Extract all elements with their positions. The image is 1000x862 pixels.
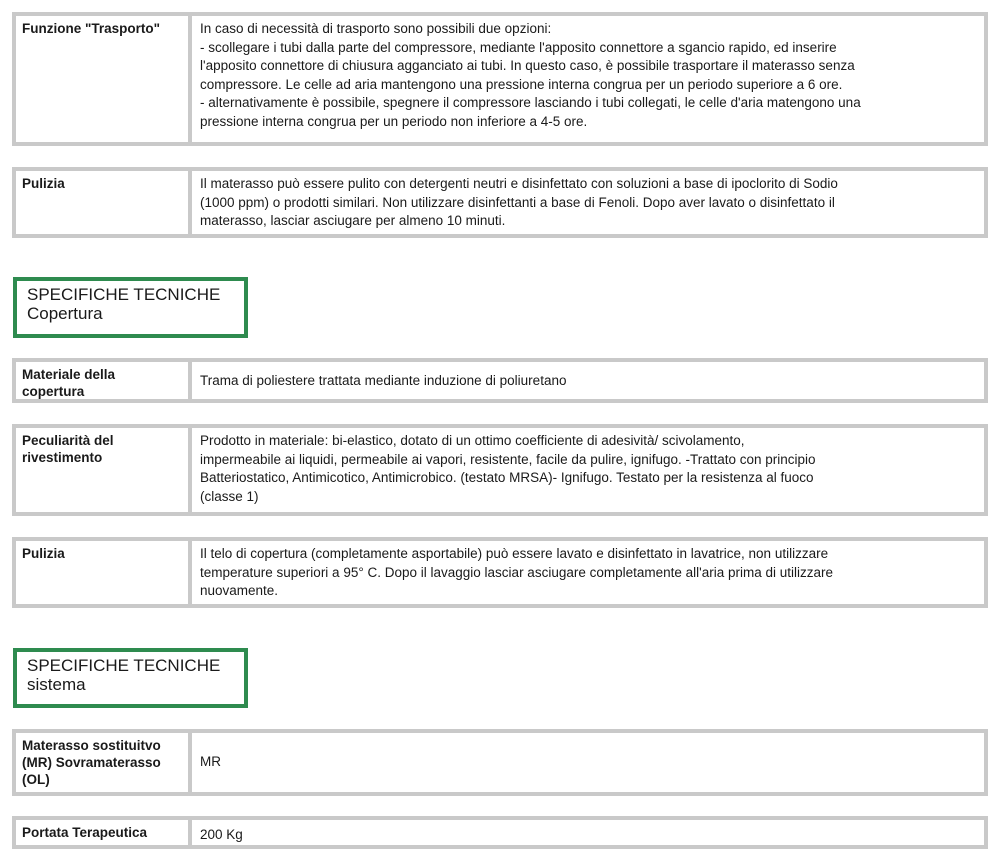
section-header-title: SPECIFICHE TECNICHE [27, 285, 221, 304]
pulizia-label: Pulizia [16, 171, 192, 234]
portata-value [192, 820, 984, 845]
trasporto-label: Funzione "Trasporto" [16, 16, 192, 142]
materasso-label [16, 733, 192, 792]
peculiarita-value [192, 428, 984, 512]
pulizia-label: Pulizia [16, 541, 192, 604]
text-line: 200 Kg [200, 827, 243, 842]
text-line: l'apposito connettore di chiusura agganciato ai tubi. In questo caso, è possibile trasportare il materasso senza [200, 58, 855, 73]
text-line: compressore. Le celle ad aria mantengono una pressione interna congrua per un periodo superiore a 6 ore. [200, 76, 843, 92]
text-line: impermeabile ai liquidi, permeabile ai vapori, resistente, facile da pulire, ignifugo. -Trattato con principio [200, 451, 816, 467]
pulizia-value [192, 171, 984, 234]
pulizia-copertura-row [12, 537, 988, 608]
text-line: materasso, lasciar asciugare per almeno 10 minuti. [200, 213, 506, 228]
label-line: (OL) [22, 772, 50, 787]
text-line: (classe 1) [200, 488, 259, 504]
text-line: temperature superiori a 95° C. Dopo il lavaggio lasciar asciugare completamente all'aria prima di utilizzare [200, 564, 834, 580]
section-header-subtitle: sistema [27, 675, 86, 694]
text-line: Il telo di copertura (completamente asportabile) può essere lavato e disinfettato in lavatrice, non utilizzare [200, 546, 829, 561]
section-header-title: SPECIFICHE TECNICHE [27, 656, 221, 675]
trasporto-row [12, 12, 988, 146]
peculiarita-label [16, 428, 192, 512]
materasso-value [192, 733, 984, 792]
label-line: Materiale della [22, 367, 116, 382]
portata-row [12, 816, 988, 849]
text-line: Prodotto in materiale: bi-elastico, dotato di un ottimo coefficiente di adesività/ scivolamento, [200, 433, 745, 448]
text-line: Il materasso può essere pulito con detergenti neutri e disinfettato con soluzioni a base di ipoclorito di Sodio [200, 176, 838, 191]
peculiarita-row [12, 424, 988, 516]
text-line: pressione interna congrua per un periodo non inferiore a 4-5 ore. [200, 113, 588, 129]
section-header-copertura [13, 277, 248, 338]
label-line: (MR) Sovramaterasso [22, 755, 161, 770]
text-line: Trama di poliestere trattata mediante induzione di poliuretano [200, 373, 567, 388]
materiale-value [192, 362, 984, 399]
label-line: Peculiarità del [22, 433, 114, 448]
text-line: MR [200, 754, 221, 769]
pulizia-value [192, 541, 984, 604]
section-header-subtitle: Copertura [27, 304, 103, 323]
materasso-row [12, 729, 988, 796]
label-line: copertura [22, 384, 85, 399]
text-line: - alternativamente è possibile, spegnere il compressore lasciando i tubi collegati, le celle d'aria matengono una [200, 95, 861, 110]
label-line: Materasso sostituitvo [22, 738, 161, 753]
text-line: - scollegare i tubi dalla parte del compressore, mediante l'apposito connettore a sgancio rapido, ed inserire [200, 39, 837, 55]
section-header-sistema [13, 648, 248, 708]
portata-label: Portata Terapeutica [16, 820, 192, 845]
label-line: rivestimento [22, 450, 103, 465]
text-line: In caso di necessità di trasporto sono possibili due opzioni: [200, 21, 552, 36]
pulizia-materasso-row [12, 167, 988, 238]
text-line: (1000 ppm) o prodotti similari. Non utilizzare disinfettanti a base di Fenoli. Dopo aver lavato o disinfettato il [200, 194, 835, 210]
text-line: Batteriostatico, Antimicotico, Antimicrobico. (testato MRSA)- Ignifugo. Testato per la resistenza al fuoco [200, 470, 814, 485]
trasporto-value [192, 16, 984, 142]
text-line: nuovamente. [200, 583, 279, 598]
materiale-label [16, 362, 192, 399]
materiale-row [12, 358, 988, 403]
